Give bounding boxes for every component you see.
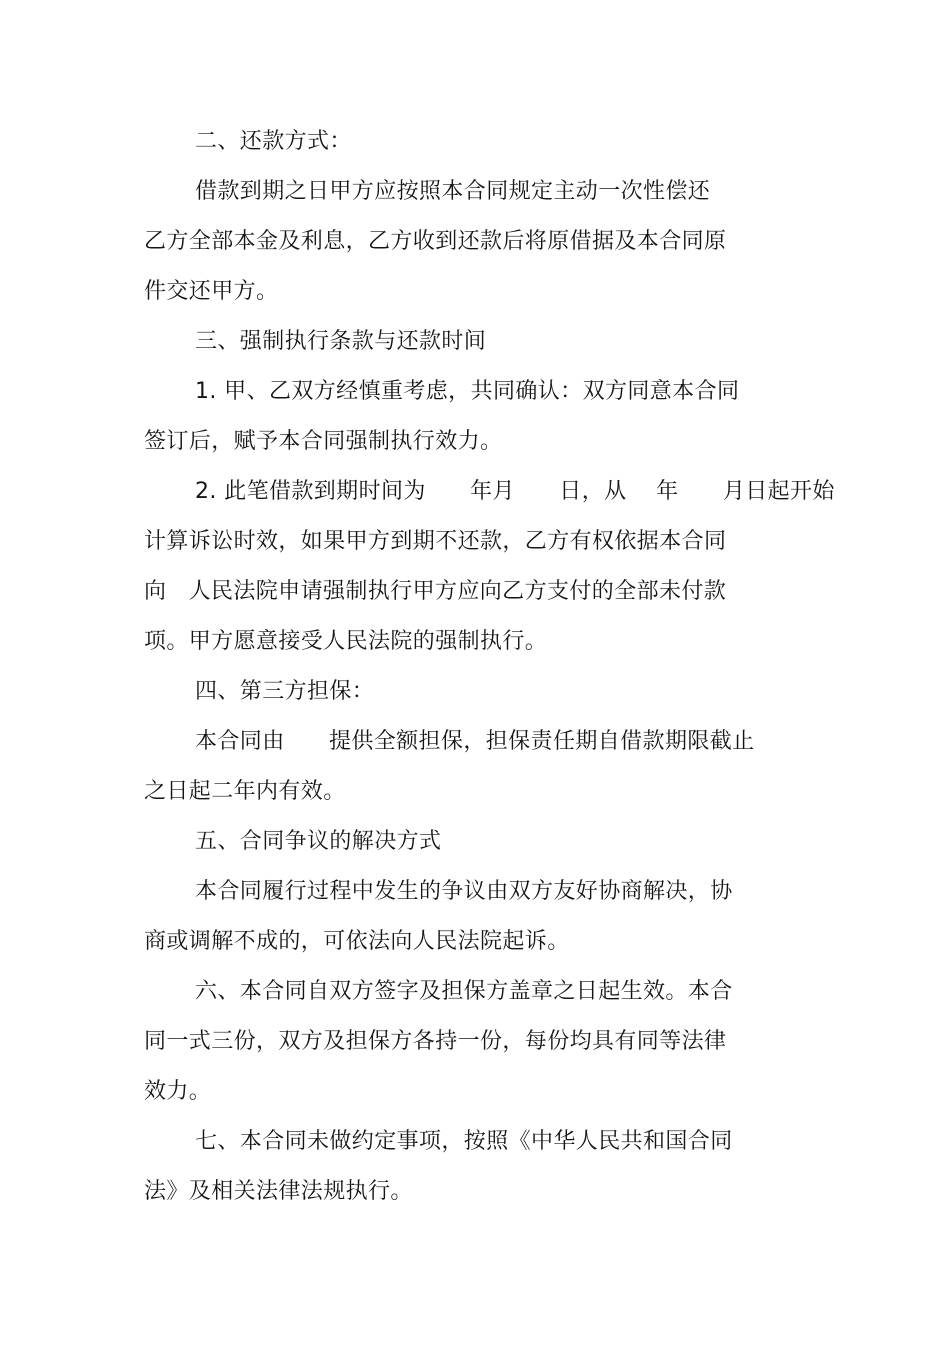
paragraph-line: 计算诉讼时效，如果甲方到期不还款，乙方有权依据本合同 [144, 529, 727, 554]
paragraph-line: 法》及相关法律法规执行。 [144, 1179, 413, 1204]
paragraph-line: 本合同由 提供全额担保，担保责任期自借款期限截止 [195, 729, 755, 754]
paragraph-line: 之日起二年内有效。 [144, 779, 346, 804]
section-4-heading: 四、第三方担保： [195, 679, 375, 704]
paragraph-line: 同一式三份，双方及担保方各持一份，每份均具有同等法律 [144, 1029, 727, 1054]
section-5-heading: 五、合同争议的解决方式 [195, 829, 442, 854]
paragraph-line: 件交还甲方。 [144, 279, 279, 304]
paragraph-line: 2. 此笔借款到期时间为 年月 日，从 年 月日起开始 [195, 479, 835, 504]
paragraph-line: 项。甲方愿意接受人民法院的强制执行。 [144, 629, 548, 654]
paragraph-line: 乙方全部本金及利息，乙方收到还款后将原借据及本合同原 [144, 229, 727, 254]
paragraph-line: 商或调解不成的，可依法向人民法院起诉。 [144, 929, 570, 954]
paragraph-line: 签订后，赋予本合同强制执行效力。 [144, 429, 503, 454]
section-3-heading: 三、强制执行条款与还款时间 [195, 329, 487, 354]
paragraph-line: 本合同履行过程中发生的争议由双方友好协商解决，协 [195, 879, 733, 904]
section-2-heading: 二、还款方式： [195, 129, 352, 154]
paragraph-line: 效力。 [144, 1079, 212, 1104]
paragraph-line: 借款到期之日甲方应按照本合同规定主动一次性偿还 [195, 179, 711, 204]
section-6-paragraph: 六、本合同自双方签字及担保方盖章之日起生效。本合 [195, 979, 733, 1004]
paragraph-line: 向 人民法院申请强制执行甲方应向乙方支付的全部未付款 [144, 579, 727, 604]
section-7-paragraph: 七、本合同未做约定事项，按照《中华人民共和国合同 [195, 1129, 733, 1154]
paragraph-line: 1. 甲、乙双方经慎重考虑，共同确认：双方同意本合同 [195, 379, 740, 404]
